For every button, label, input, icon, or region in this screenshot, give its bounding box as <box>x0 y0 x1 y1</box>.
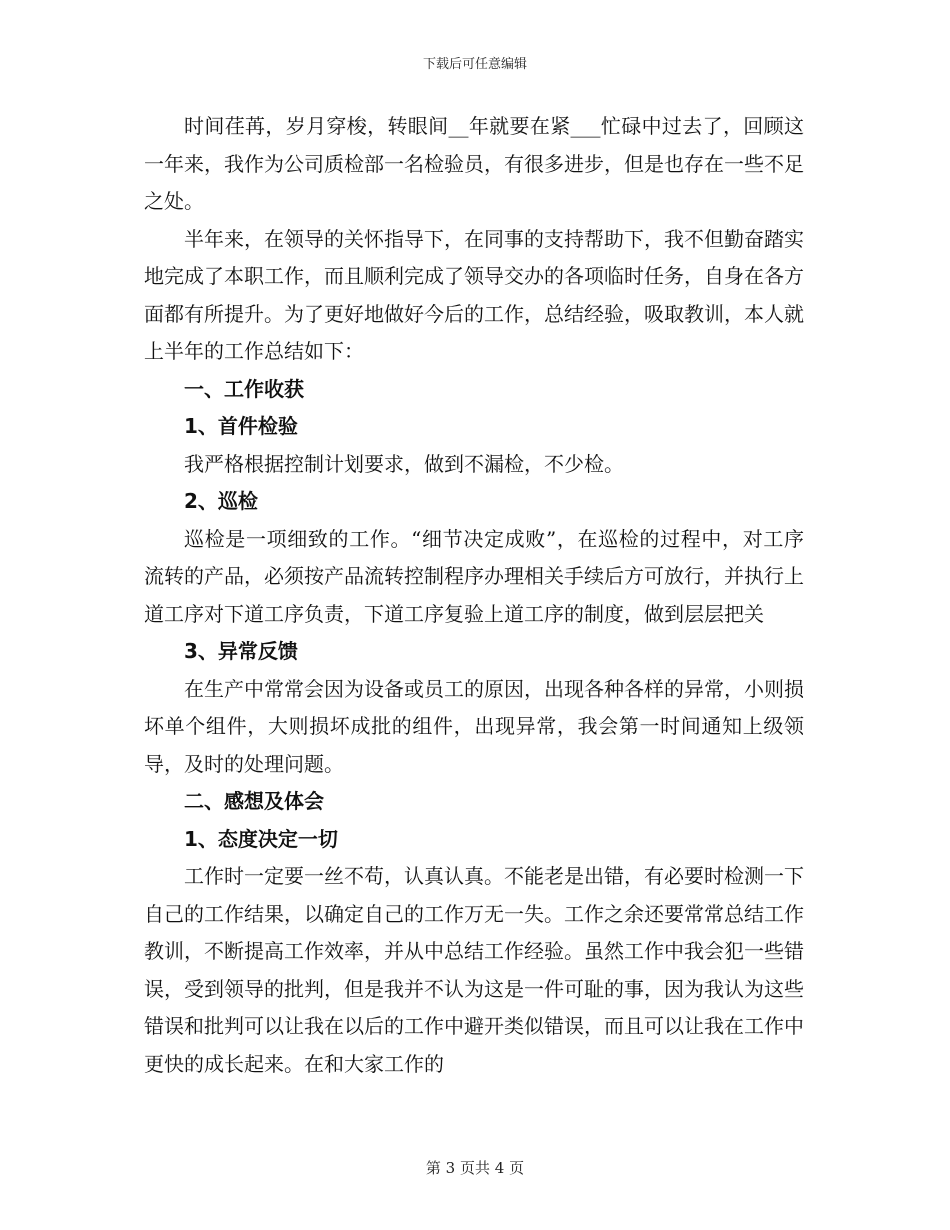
subheading-first-article: 1、首件检验 <box>184 414 298 438</box>
subheading-patrol-inspection: 2、巡检 <box>184 489 258 513</box>
section-heading-gains: 一、工作收获 <box>184 376 304 401</box>
subheading-anomaly-feedback: 3、异常反馈 <box>184 639 298 663</box>
paragraph-first-article: 我严格根据控制计划要求，做到不漏检，不少检。 <box>184 451 624 476</box>
paragraph-half-year: 半年来，在领导的关怀指导下，在同事的支持帮助下，我不但勤奋踏实地完成了本职工作，而且顺利完成了领导交办的各项临时任务，自身在各方面都有所提升。为了更好地做好今后的工作，总结经验，吸取教训，本人就上半年的工作总结如下： <box>144 226 804 363</box>
subheading-attitude: 1、态度决定一切 <box>184 826 338 851</box>
paragraph-intro: 时间荏苒，岁月穿梭，转眼间__年就要在紧___忙碌中过去了，回顾这一年来，我作为公司质检部一名检验员，有很多进步，但是也存在一些不足之处。 <box>144 114 804 213</box>
paragraph-patrol-inspection: 巡检是一项细致的工作。“细节决定成败”，在巡检的过程中，对工序流转的产品，必须按产品流转控制程序办理相关手续后方可放行，并执行上道工序对下道工序负责，下道工序复验上道工序的制度，做到层层把关 <box>144 526 804 626</box>
document-body <box>144 108 804 1083</box>
section-heading-reflections: 二、感想及体会 <box>184 789 324 813</box>
paragraph-attitude: 工作时一定要一丝不苟，认真认真。不能老是出错，有必要时检测一下自己的工作结果，以确定自己的工作万无一失。工作之余还要常常总结工作教训，不断提高工作效率，并从中总结工作经验。虽然工作中我会犯一些错误，受到领导的批判，但是我并不认为这是一件可耻的事，因为我认为这些错误和批判可以让我在以后的工作中避开类似错误，而且可以让我在工作中更快的成长起来。在和大家工作的 <box>144 864 804 1076</box>
paragraph-anomaly-feedback: 在生产中常常会因为设备或员工的原因，出现各种各样的异常，小则损坏单个组件，大则损坏成批的组件，出现异常，我会第一时间通知上级领导，及时的处理问题。 <box>144 676 804 776</box>
page-header: 下载后可任意编辑 <box>422 57 527 72</box>
page-footer: 第 3 页共 4 页 <box>425 1159 525 1177</box>
